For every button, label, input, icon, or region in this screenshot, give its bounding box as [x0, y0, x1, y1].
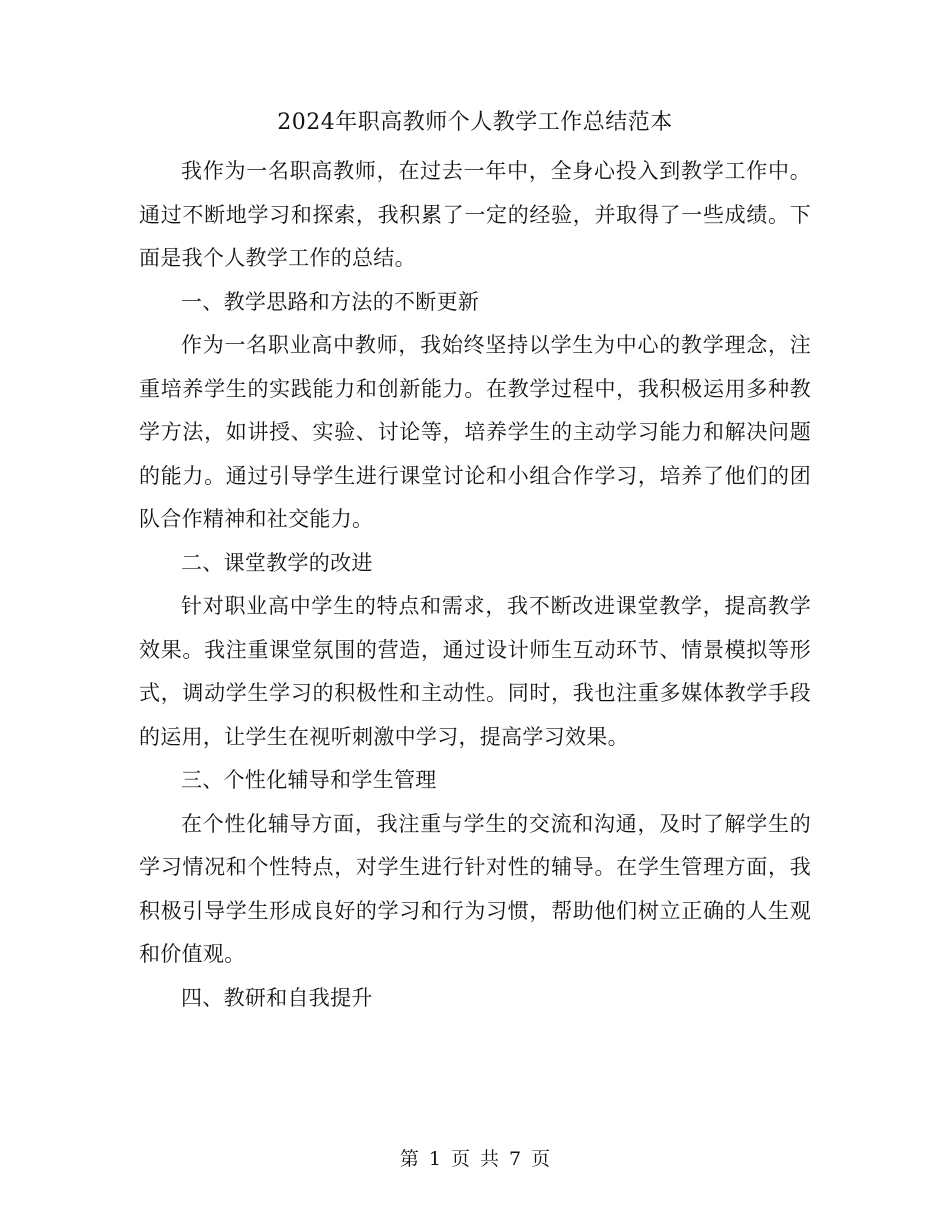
- section-heading-4: 四、教研和自我提升: [181, 985, 373, 1010]
- section-paragraph-2: 针对职业高中学生的特点和需求，我不断改进课堂教学，提高教学效果。我注重课堂氛围的营造，通过设计师生互动环节、情景模拟等形式，调动学生学习的积极性和主动性。同时，我也注重多媒体教学手段的运用，让学生在视听刺激中学习，提高学习效果。: [139, 594, 811, 749]
- section-heading-3: 三、个性化辅导和学生管理: [181, 768, 437, 792]
- document-title: 2024年职高教师个人教学工作总结范本: [277, 110, 673, 135]
- section-heading-1: 一、教学思路和方法的不断更新: [181, 289, 480, 314]
- section-paragraph-3: 在个性化辅导方面，我注重与学生的交流和沟通，及时了解学生的学习情况和个性特点，对学生进行针对性的辅导。在学生管理方面，我积极引导学生形成良好的学习和行为习惯，帮助他们树立正确的人生观和价值观。: [139, 811, 811, 966]
- page-number-footer: 第 1 页 共 7 页: [399, 1148, 551, 1170]
- section-paragraph-1: 作为一名职业高中教师，我始终坚持以学生为中心的教学理念，注重培养学生的实践能力和创新能力。在教学过程中，我积极运用多种教学方法，如讲授、实验、讨论等，培养学生的主动学习能力和解决问题的能力。通过引导学生进行课堂讨论和小组合作学习，培养了他们的团队合作精神和社交能力。: [139, 333, 811, 531]
- document-body: [139, 150, 811, 1020]
- intro-paragraph: 我作为一名职高教师，在过去一年中，全身心投入到教学工作中。通过不断地学习和探索，我积累了一定的经验，并取得了一些成绩。下面是我个人教学工作的总结。: [139, 159, 811, 270]
- section-heading-2: 二、课堂教学的改进: [181, 550, 373, 575]
